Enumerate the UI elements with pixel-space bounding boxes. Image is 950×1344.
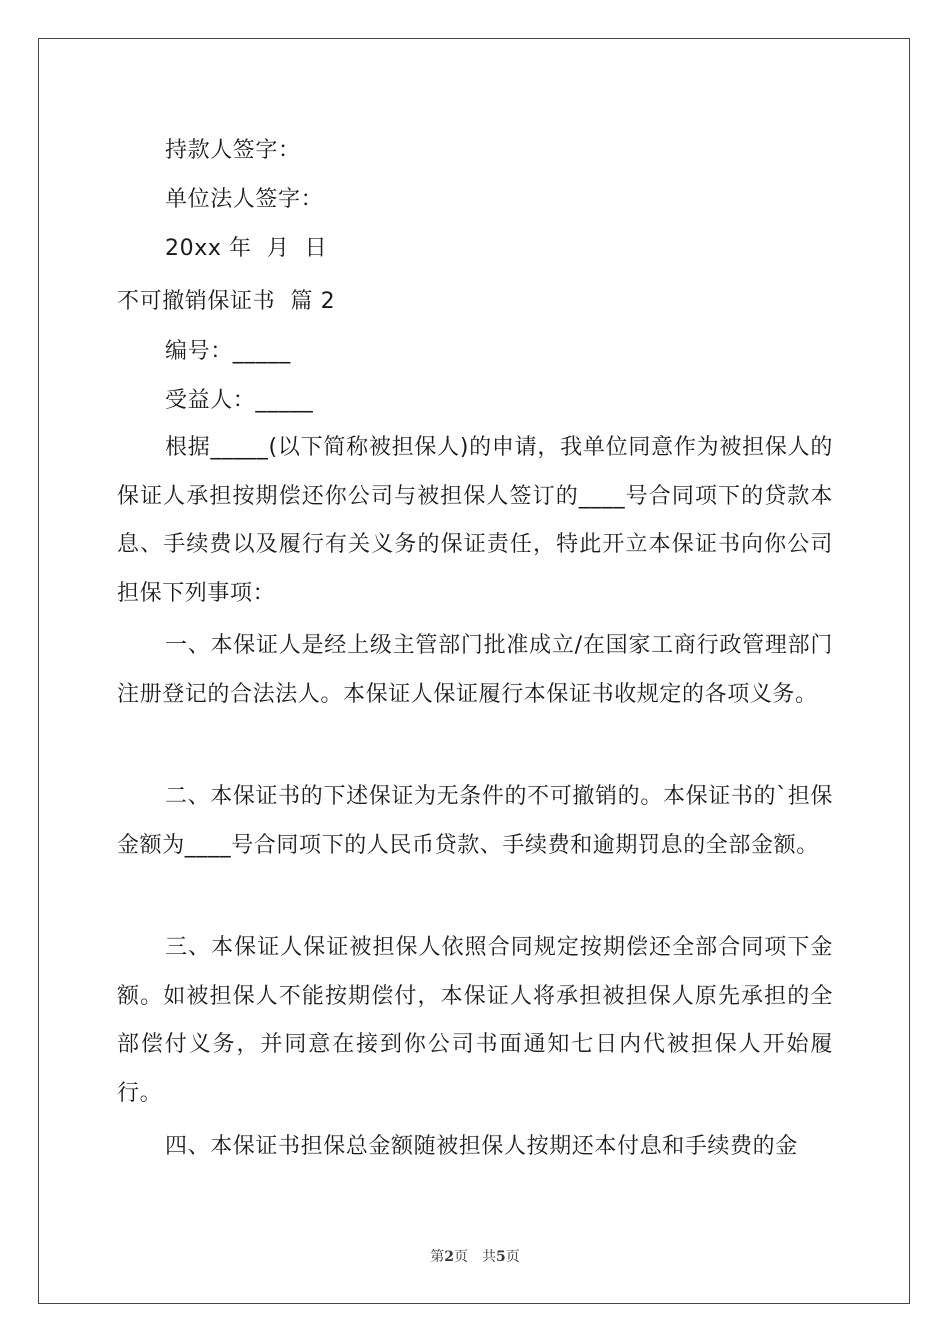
footer-prefix: 第 [430,1249,445,1265]
section-title: 不可撤销保证书 篇 2 [117,289,336,314]
date-line: 20xx 年 月 日 [165,236,328,261]
legal-rep-line: 单位法人签字： [165,187,324,212]
body-paragraph-clause-2: 二、本保证书的下述保证为无条件的不可撤销的。本保证书的`担保金额为____号合同项下的人民币贷款、手续费和逾期罚息的全部金额。 [117,784,833,858]
body-paragraph-clause-1: 一、本保证人是经上级主管部门批准成立/在国家工商行政管理部门注册登记的合法法人。本保证人保证履行本保证书收规定的各项义务。 [117,633,833,707]
footer-current-page: 2 [444,1249,454,1265]
footer-total-pages: 5 [496,1249,506,1265]
body-paragraph-basis: 根据_____(以下简称被担保人)的申请，我单位同意作为被担保人的保证人承担按期偿还你公司与被担保人签订的____号合同项下的贷款本息、手续费以及履行有关义务的保证责任，特此开立本保证书向你公司担保下列事项： [117,435,833,606]
body-paragraph-clause-4: 四、本保证书担保总金额随被担保人按期还本付息和手续费的金 [165,1134,798,1159]
number-line: 编号：_____ [165,339,291,364]
body-paragraph-clause-3: 三、本保证人保证被担保人依照合同规定按期偿还全部合同项下金额。如被担保人不能按期偿付，本保证人将承担被担保人原先承担的全部偿付义务，并同意在接到你公司书面通知七日内代被担保人开始履行。 [117,935,833,1106]
page-footer [0,1246,950,1266]
signer-line: 持款人签字： [165,138,301,163]
beneficiary-line: 受益人：_____ [165,388,314,413]
footer-suffix: 页 [505,1249,520,1265]
footer-mid: 页 共 [454,1249,496,1265]
